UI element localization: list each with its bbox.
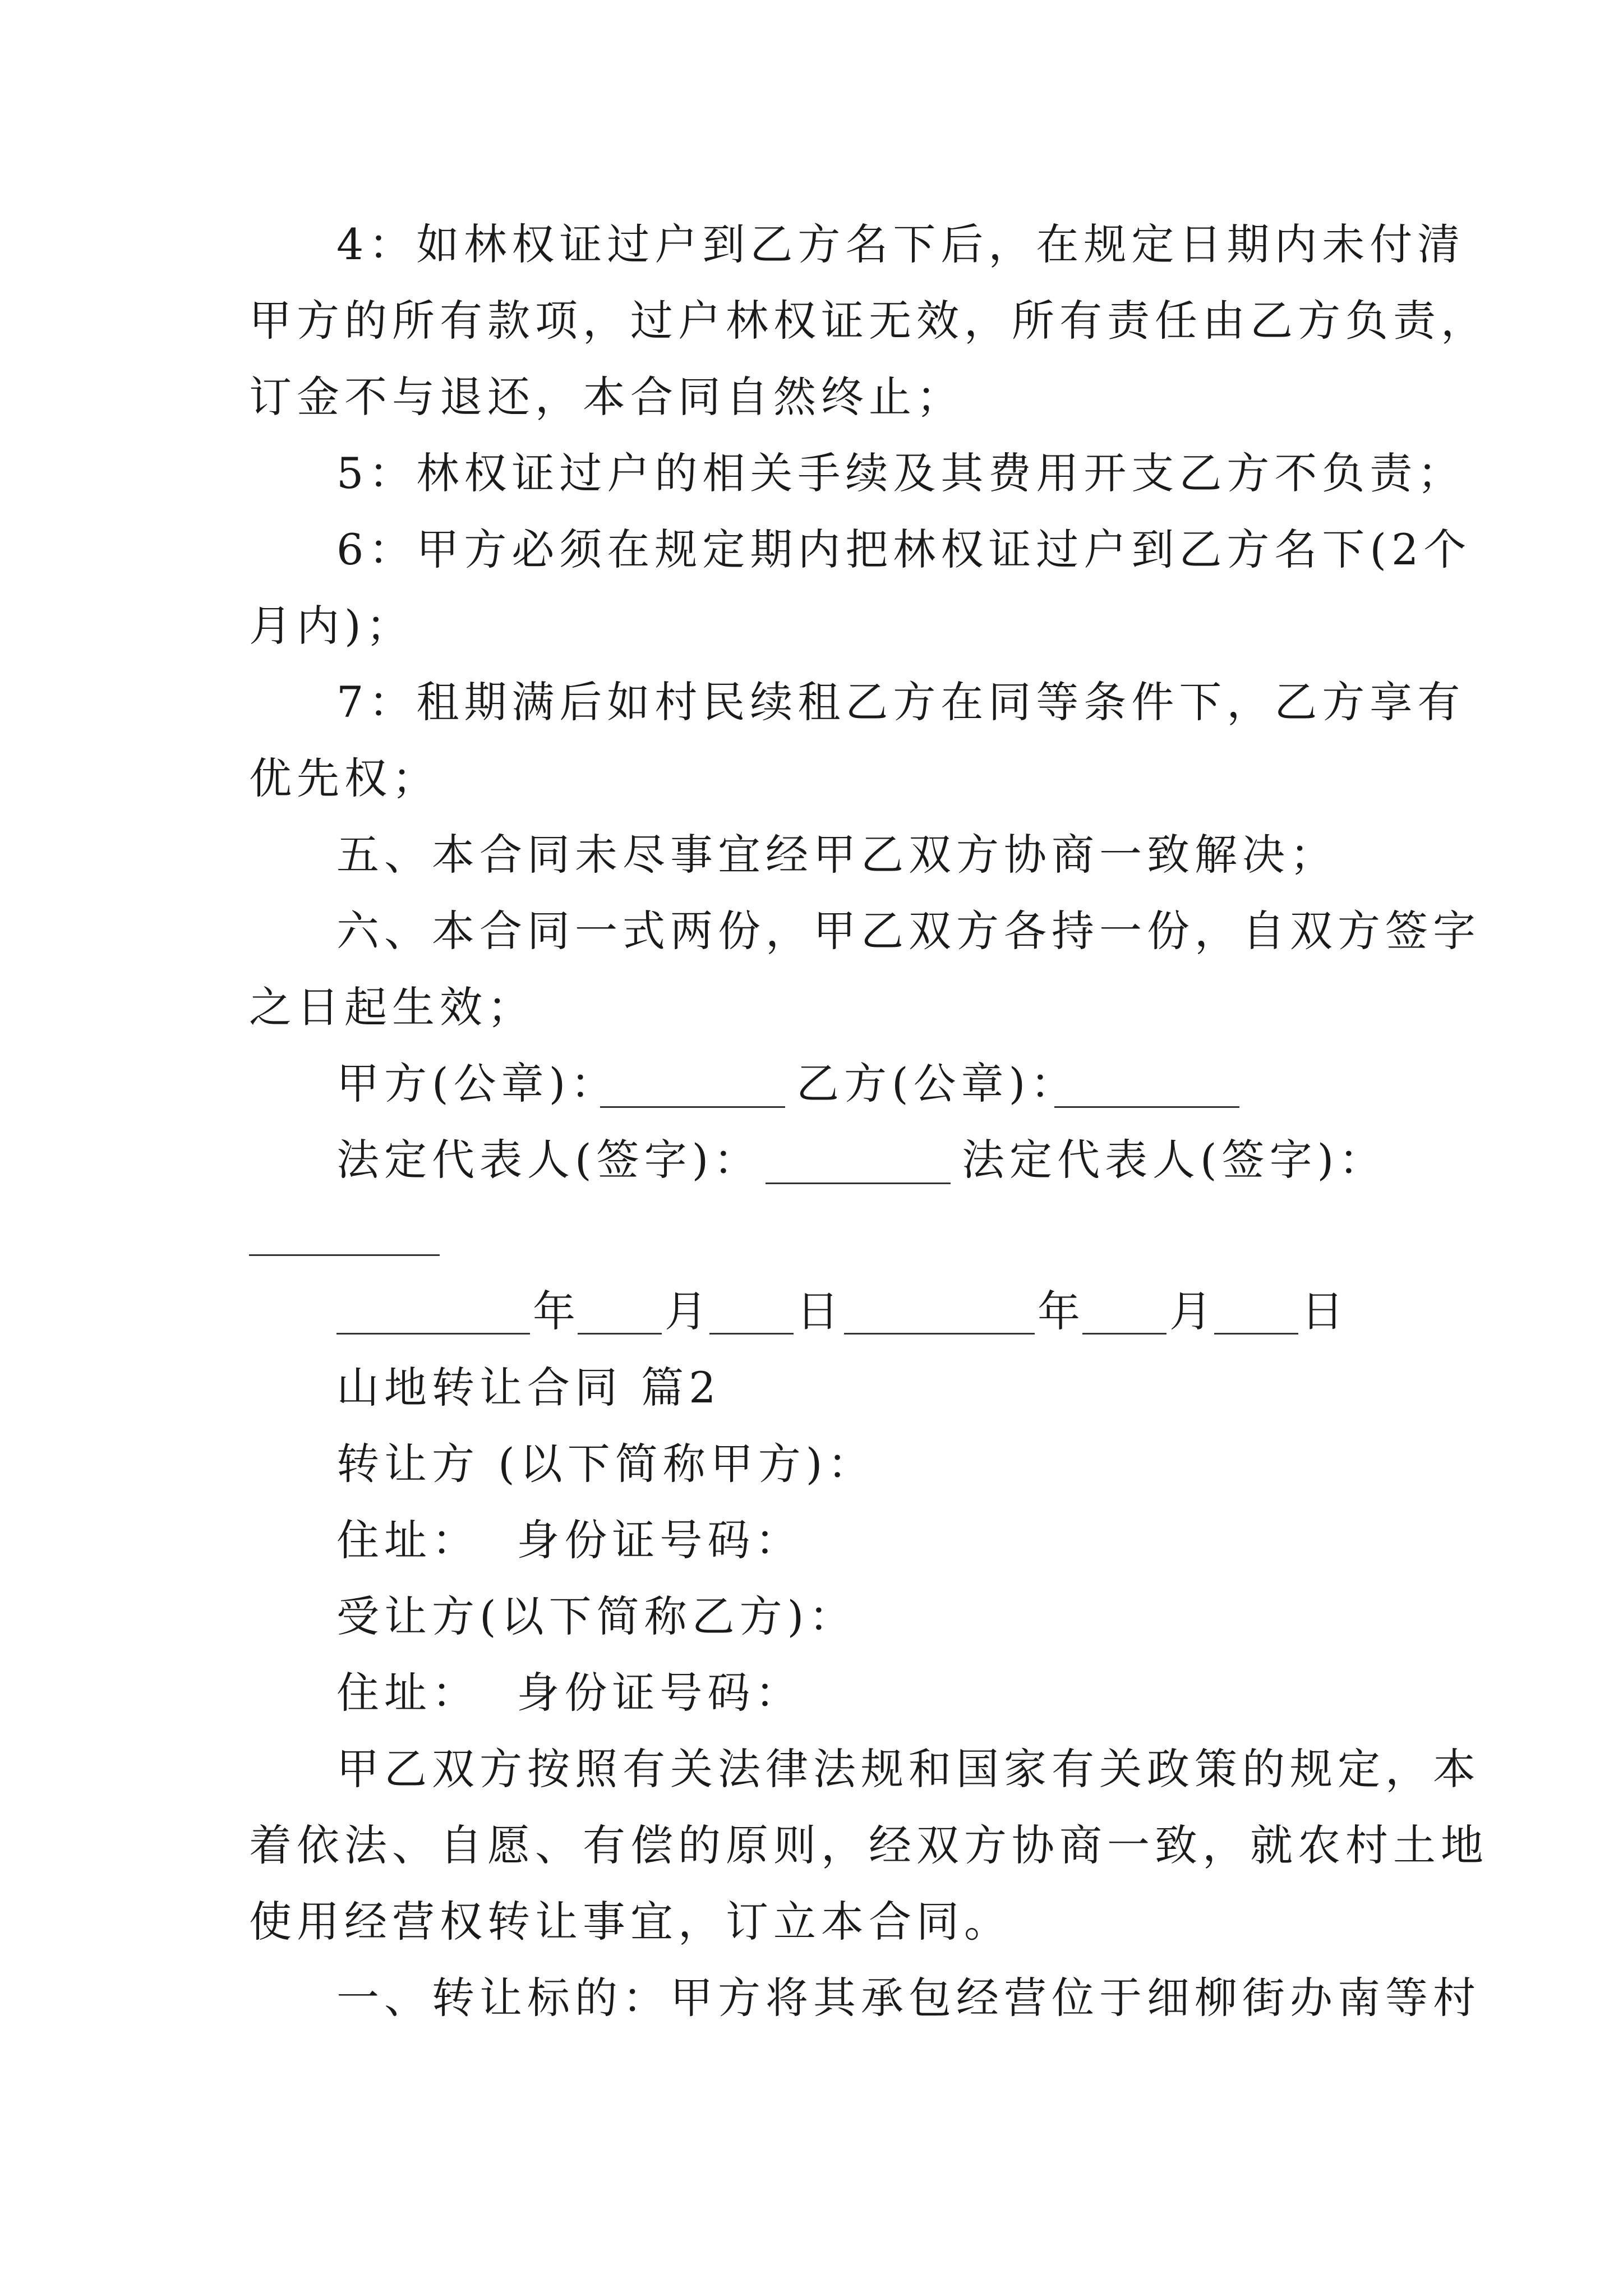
date-a-day-label: 日 bbox=[796, 1286, 844, 1336]
rep-b-blank bbox=[249, 1254, 440, 1256]
rep-a-blank bbox=[766, 1182, 951, 1184]
date-b-month-label: 月 bbox=[1169, 1286, 1217, 1336]
transferee-line: 受让方(以下简称乙方)： bbox=[336, 1591, 857, 1641]
transferor-line: 转让方 (以下简称甲方)： bbox=[336, 1439, 875, 1489]
paragraph-line: 7：租期满后如村民续租乙方在同等条件下，乙方享有 bbox=[336, 677, 1465, 727]
section-title: 山地转让合同 篇2 bbox=[336, 1363, 721, 1412]
date-b-month-blank bbox=[1082, 1333, 1166, 1335]
transferee-address-line: 住址： 身份证号码： bbox=[336, 1668, 803, 1718]
date-a-month-blank bbox=[578, 1333, 662, 1335]
paragraph-line: 6：甲方必须在规定期内把林权证过户到乙方名下(2个 bbox=[336, 524, 1472, 574]
date-a-year-blank bbox=[336, 1333, 530, 1335]
party-b-seal-label: 乙方(公章)： bbox=[796, 1059, 1078, 1108]
paragraph-line: 月内)； bbox=[249, 601, 414, 651]
paragraph-line: 优先权； bbox=[249, 753, 440, 803]
party-a-seal-blank bbox=[600, 1106, 785, 1108]
date-b-year-label: 年 bbox=[1038, 1286, 1085, 1336]
date-a-day-blank bbox=[709, 1333, 794, 1335]
paragraph-line: 甲方的所有款项，过户林权证无效，所有责任由乙方负责， bbox=[249, 296, 1488, 346]
date-b-year-blank bbox=[844, 1333, 1035, 1335]
party-a-seal-label: 甲方(公章)： bbox=[336, 1059, 619, 1108]
date-a-month-label: 月 bbox=[665, 1286, 712, 1336]
paragraph-line: 甲乙双方按照有关法律法规和国家有关政策的规定，本 bbox=[336, 1744, 1481, 1794]
date-a-year-label: 年 bbox=[533, 1286, 580, 1336]
paragraph-line: 五、本合同未尽事宜经甲乙双方协商一致解决； bbox=[336, 830, 1338, 880]
paragraph-line: 着依法、自愿、有偿的原则，经双方协商一致，就农村土地 bbox=[249, 1820, 1488, 1870]
date-b-day-label: 日 bbox=[1301, 1286, 1349, 1336]
transferor-address-line: 住址： 身份证号码： bbox=[336, 1515, 803, 1565]
rep-b-label: 法定代表人(签字)： bbox=[962, 1135, 1387, 1185]
paragraph-line: 一、转让标的：甲方将其承包经营位于细柳街办南等村 bbox=[336, 1973, 1481, 2023]
paragraph-line: 使用经营权转让事宜，订立本合同。 bbox=[249, 1897, 1012, 1947]
paragraph-line: 六、本合同一式两份，甲乙双方各持一份，自双方签字 bbox=[336, 906, 1481, 956]
paragraph-line: 之日起生效； bbox=[249, 982, 535, 1032]
paragraph-line: 5：林权证过户的相关手续及其费用开支乙方不负责； bbox=[336, 448, 1465, 498]
rep-a-label: 法定代表人(签字)： bbox=[336, 1135, 762, 1185]
date-b-day-blank bbox=[1214, 1333, 1298, 1335]
paragraph-line: 4：如林权证过户到乙方名下后，在规定日期内未付清 bbox=[336, 219, 1465, 269]
party-b-seal-blank bbox=[1054, 1106, 1239, 1108]
paragraph-line: 订金不与退还，本合同自然终止； bbox=[249, 372, 964, 422]
